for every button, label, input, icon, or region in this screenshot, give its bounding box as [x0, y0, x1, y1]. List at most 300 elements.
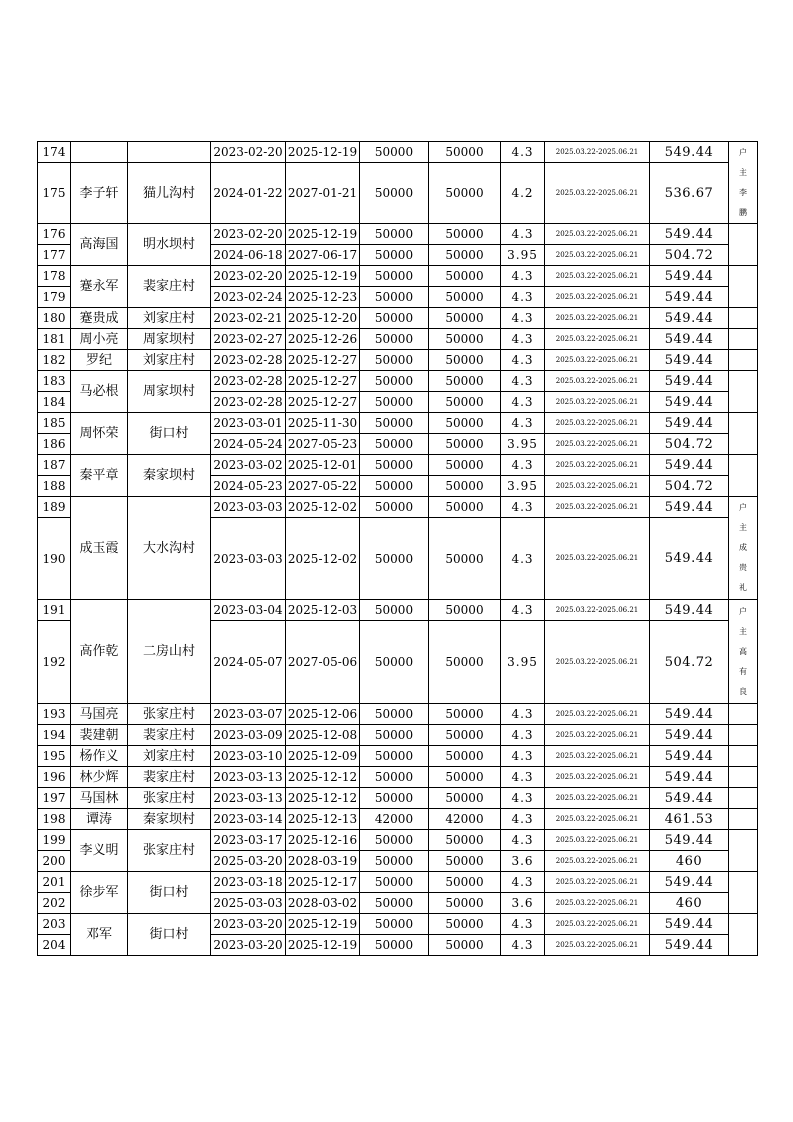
loan-balance: 50000: [429, 308, 501, 329]
loan-amount: 42000: [360, 809, 429, 830]
loan-start-date: 2023-03-09: [211, 725, 286, 746]
table-row: [38, 266, 758, 287]
loan-start-date: 2023-02-28: [211, 371, 286, 392]
remark-cell: [729, 308, 758, 329]
table-row: [38, 725, 758, 746]
table-row: [38, 788, 758, 809]
loan-end-date: 2025-12-03: [286, 600, 360, 621]
loan-end-date: 2025-12-19: [286, 224, 360, 245]
loan-balance: 50000: [429, 851, 501, 872]
remark-cell: [729, 413, 758, 455]
loan-balance: 50000: [429, 329, 501, 350]
village-name: 裴家庄村: [128, 725, 211, 746]
interest-period: 2025.03.22-2025.06.21: [545, 600, 650, 621]
remark-cell: [729, 809, 758, 830]
loan-start-date: 2025-03-20: [211, 851, 286, 872]
loan-end-date: 2025-12-12: [286, 767, 360, 788]
loan-end-date: 2025-12-08: [286, 725, 360, 746]
loan-start-date: 2023-03-01: [211, 413, 286, 434]
loan-balance: 50000: [429, 914, 501, 935]
loan-amount: 50000: [360, 287, 429, 308]
loan-balance: 50000: [429, 434, 501, 455]
borrower-name: 马国亮: [71, 704, 128, 725]
loan-amount: 50000: [360, 392, 429, 413]
borrower-name: 谭涛: [71, 809, 128, 830]
interest-amount: 549.44: [650, 413, 729, 434]
loan-amount: 50000: [360, 434, 429, 455]
borrower-name: 邓军: [71, 914, 128, 956]
remark-cell: [729, 872, 758, 914]
loan-end-date: 2025-12-23: [286, 287, 360, 308]
interest-rate: 4.3: [501, 704, 545, 725]
village-name: [128, 142, 211, 163]
loan-end-date: 2025-12-09: [286, 746, 360, 767]
interest-period: 2025.03.22-2025.06.21: [545, 704, 650, 725]
loan-start-date: 2024-06-18: [211, 245, 286, 266]
remark-cell: [729, 455, 758, 497]
interest-amount: 549.44: [650, 830, 729, 851]
village-name: 街口村: [128, 413, 211, 455]
interest-period: 2025.03.22-2025.06.21: [545, 163, 650, 224]
interest-amount: 504.72: [650, 245, 729, 266]
interest-rate: 4.3: [501, 308, 545, 329]
loan-start-date: 2023-03-20: [211, 914, 286, 935]
loan-amount: 50000: [360, 455, 429, 476]
interest-amount: 549.44: [650, 518, 729, 600]
row-number: 181: [38, 329, 71, 350]
interest-rate: 4.3: [501, 497, 545, 518]
interest-amount: 549.44: [650, 308, 729, 329]
borrower-name: 蹇贵成: [71, 308, 128, 329]
row-number: 204: [38, 935, 71, 956]
loan-amount: 50000: [360, 704, 429, 725]
loan-start-date: 2023-03-14: [211, 809, 286, 830]
interest-period: 2025.03.22-2025.06.21: [545, 266, 650, 287]
interest-rate: 4.3: [501, 350, 545, 371]
interest-period: 2025.03.22-2025.06.21: [545, 851, 650, 872]
loan-amount: 50000: [360, 224, 429, 245]
row-number: 184: [38, 392, 71, 413]
loan-balance: 50000: [429, 455, 501, 476]
borrower-name: 高海国: [71, 224, 128, 266]
loan-start-date: 2023-03-03: [211, 497, 286, 518]
interest-amount: 549.44: [650, 746, 729, 767]
interest-period: 2025.03.22-2025.06.21: [545, 371, 650, 392]
interest-period: 2025.03.22-2025.06.21: [545, 308, 650, 329]
table-row: [38, 600, 758, 621]
remark-cell: [729, 266, 758, 308]
row-number: 189: [38, 497, 71, 518]
interest-amount: 549.44: [650, 142, 729, 163]
loan-balance: 50000: [429, 830, 501, 851]
row-number: 202: [38, 893, 71, 914]
interest-amount: 549.44: [650, 725, 729, 746]
loan-amount: 50000: [360, 872, 429, 893]
interest-amount: 461.53: [650, 809, 729, 830]
loan-start-date: 2023-02-24: [211, 287, 286, 308]
interest-rate: 4.3: [501, 142, 545, 163]
loan-end-date: 2025-12-20: [286, 308, 360, 329]
interest-rate: 4.3: [501, 224, 545, 245]
village-name: 刘家庄村: [128, 308, 211, 329]
loan-start-date: 2024-05-24: [211, 434, 286, 455]
table-row: [38, 371, 758, 392]
loan-balance: 50000: [429, 893, 501, 914]
village-name: 裴家庄村: [128, 266, 211, 308]
interest-rate: 4.3: [501, 725, 545, 746]
remark-text: 户主高有良: [739, 606, 747, 696]
loan-start-date: 2023-02-20: [211, 142, 286, 163]
loan-balance: 50000: [429, 497, 501, 518]
remark-cell: [729, 371, 758, 413]
interest-period: 2025.03.22-2025.06.21: [545, 914, 650, 935]
loan-amount: 50000: [360, 371, 429, 392]
interest-amount: 549.44: [650, 350, 729, 371]
village-name: 二房山村: [128, 600, 211, 704]
interest-amount: 549.44: [650, 872, 729, 893]
loan-start-date: 2023-03-13: [211, 767, 286, 788]
interest-rate: 4.3: [501, 935, 545, 956]
loan-end-date: 2025-12-27: [286, 392, 360, 413]
table-row: [38, 704, 758, 725]
remark-cell: [729, 329, 758, 350]
loan-start-date: 2023-03-02: [211, 455, 286, 476]
loan-amount: 50000: [360, 350, 429, 371]
interest-period: 2025.03.22-2025.06.21: [545, 434, 650, 455]
row-number: 180: [38, 308, 71, 329]
village-name: 刘家庄村: [128, 350, 211, 371]
row-number: 194: [38, 725, 71, 746]
loan-amount: 50000: [360, 413, 429, 434]
borrower-name: 秦平章: [71, 455, 128, 497]
loan-amount: 50000: [360, 935, 429, 956]
row-number: 201: [38, 872, 71, 893]
interest-period: 2025.03.22-2025.06.21: [545, 518, 650, 600]
interest-amount: 549.44: [650, 392, 729, 413]
interest-rate: 4.3: [501, 518, 545, 600]
loan-start-date: 2023-03-17: [211, 830, 286, 851]
loan-end-date: 2027-06-17: [286, 245, 360, 266]
borrower-name: 杨作义: [71, 746, 128, 767]
interest-rate: 4.3: [501, 329, 545, 350]
row-number: 190: [38, 518, 71, 600]
remark-text: 户主成贵礼: [739, 503, 747, 592]
interest-amount: 549.44: [650, 329, 729, 350]
loan-start-date: 2023-03-18: [211, 872, 286, 893]
remark-cell: [729, 704, 758, 725]
loan-balance: 50000: [429, 350, 501, 371]
loan-amount: 50000: [360, 851, 429, 872]
interest-rate: 3.95: [501, 476, 545, 497]
loan-end-date: 2025-12-26: [286, 329, 360, 350]
interest-rate: 3.95: [501, 621, 545, 704]
table-row: [38, 872, 758, 893]
row-number: 175: [38, 163, 71, 224]
loan-amount: 50000: [360, 914, 429, 935]
row-number: 198: [38, 809, 71, 830]
loan-amount: 50000: [360, 476, 429, 497]
loan-end-date: 2025-12-16: [286, 830, 360, 851]
loan-start-date: 2023-02-20: [211, 224, 286, 245]
interest-amount: 549.44: [650, 914, 729, 935]
table-row: [38, 329, 758, 350]
loan-amount: 50000: [360, 142, 429, 163]
loan-end-date: 2027-05-06: [286, 621, 360, 704]
loan-balance: 50000: [429, 163, 501, 224]
row-number: 193: [38, 704, 71, 725]
loan-end-date: 2027-05-22: [286, 476, 360, 497]
loan-end-date: 2025-12-06: [286, 704, 360, 725]
loan-end-date: 2028-03-19: [286, 851, 360, 872]
remark-cell: [729, 224, 758, 266]
loan-balance: 50000: [429, 767, 501, 788]
row-number: 192: [38, 621, 71, 704]
interest-amount: 549.44: [650, 371, 729, 392]
interest-rate: 4.3: [501, 287, 545, 308]
table-row: [38, 809, 758, 830]
table-row: [38, 413, 758, 434]
interest-period: 2025.03.22-2025.06.21: [545, 245, 650, 266]
interest-rate: 4.3: [501, 455, 545, 476]
loan-start-date: 2024-01-22: [211, 163, 286, 224]
interest-rate: 3.95: [501, 245, 545, 266]
loan-end-date: 2025-12-19: [286, 914, 360, 935]
village-name: 周家坝村: [128, 371, 211, 413]
borrower-name: 周小亮: [71, 329, 128, 350]
loan-end-date: 2025-12-19: [286, 935, 360, 956]
interest-rate: 4.3: [501, 746, 545, 767]
row-number: 178: [38, 266, 71, 287]
loan-start-date: 2025-03-03: [211, 893, 286, 914]
loan-amount: 50000: [360, 245, 429, 266]
interest-rate: 4.3: [501, 371, 545, 392]
row-number: 196: [38, 767, 71, 788]
interest-period: 2025.03.22-2025.06.21: [545, 329, 650, 350]
interest-rate: 4.3: [501, 914, 545, 935]
table-row: [38, 142, 758, 163]
row-number: 186: [38, 434, 71, 455]
row-number: 187: [38, 455, 71, 476]
interest-amount: 460: [650, 893, 729, 914]
borrower-name: 李子轩: [71, 163, 128, 224]
interest-rate: 3.6: [501, 851, 545, 872]
interest-period: 2025.03.22-2025.06.21: [545, 287, 650, 308]
interest-period: 2025.03.22-2025.06.21: [545, 350, 650, 371]
row-number: 195: [38, 746, 71, 767]
loan-end-date: 2025-12-01: [286, 455, 360, 476]
interest-rate: 4.3: [501, 809, 545, 830]
loan-end-date: 2025-12-27: [286, 350, 360, 371]
loan-amount: 50000: [360, 329, 429, 350]
table-row: [38, 224, 758, 245]
loan-start-date: 2023-02-27: [211, 329, 286, 350]
village-name: 秦家坝村: [128, 809, 211, 830]
row-number: 200: [38, 851, 71, 872]
table-row: [38, 308, 758, 329]
borrower-name: 成玉霞: [71, 497, 128, 600]
loan-start-date: 2024-05-07: [211, 621, 286, 704]
interest-period: 2025.03.22-2025.06.21: [545, 142, 650, 163]
loan-balance: 50000: [429, 518, 501, 600]
remark-cell: [729, 725, 758, 746]
loan-amount: 50000: [360, 497, 429, 518]
remark-cell: [729, 600, 758, 704]
loan-start-date: 2023-02-21: [211, 308, 286, 329]
interest-period: 2025.03.22-2025.06.21: [545, 788, 650, 809]
borrower-name: 周怀荣: [71, 413, 128, 455]
village-name: 刘家庄村: [128, 746, 211, 767]
interest-amount: 460: [650, 851, 729, 872]
borrower-name: 马必根: [71, 371, 128, 413]
loan-balance: 50000: [429, 392, 501, 413]
village-name: 秦家坝村: [128, 455, 211, 497]
interest-period: 2025.03.22-2025.06.21: [545, 893, 650, 914]
interest-rate: 3.6: [501, 893, 545, 914]
village-name: 街口村: [128, 914, 211, 956]
interest-amount: 549.44: [650, 600, 729, 621]
interest-rate: 4.3: [501, 413, 545, 434]
loan-amount: 50000: [360, 600, 429, 621]
loan-end-date: 2025-12-27: [286, 371, 360, 392]
table-row: [38, 455, 758, 476]
interest-period: 2025.03.22-2025.06.21: [545, 455, 650, 476]
loan-balance: 50000: [429, 142, 501, 163]
village-name: 张家庄村: [128, 704, 211, 725]
interest-period: 2025.03.22-2025.06.21: [545, 476, 650, 497]
loan-start-date: 2023-02-28: [211, 392, 286, 413]
loan-start-date: 2023-02-28: [211, 350, 286, 371]
row-number: 197: [38, 788, 71, 809]
remark-cell: [729, 914, 758, 956]
loan-start-date: 2023-03-04: [211, 600, 286, 621]
borrower-name: 蹇永军: [71, 266, 128, 308]
borrower-name: 高作乾: [71, 600, 128, 704]
interest-amount: 549.44: [650, 767, 729, 788]
interest-amount: 504.72: [650, 621, 729, 704]
table-row: [38, 163, 758, 224]
loan-end-date: 2025-12-13: [286, 809, 360, 830]
interest-period: 2025.03.22-2025.06.21: [545, 621, 650, 704]
loan-balance: 50000: [429, 371, 501, 392]
loan-start-date: 2023-02-20: [211, 266, 286, 287]
table-row: [38, 830, 758, 851]
remark-cell: [729, 350, 758, 371]
row-number: 185: [38, 413, 71, 434]
interest-rate: 4.3: [501, 266, 545, 287]
borrower-name: 李义明: [71, 830, 128, 872]
loan-balance: 50000: [429, 245, 501, 266]
loan-interest-table: [37, 141, 758, 956]
loan-amount: 50000: [360, 163, 429, 224]
row-number: 176: [38, 224, 71, 245]
interest-period: 2025.03.22-2025.06.21: [545, 413, 650, 434]
loan-amount: 50000: [360, 308, 429, 329]
loan-amount: 50000: [360, 621, 429, 704]
loan-balance: 50000: [429, 266, 501, 287]
loan-end-date: 2025-11-30: [286, 413, 360, 434]
remark-cell: [729, 830, 758, 872]
village-name: 猫儿沟村: [128, 163, 211, 224]
village-name: 周家坝村: [128, 329, 211, 350]
remark-cell: [729, 746, 758, 767]
village-name: 街口村: [128, 872, 211, 914]
borrower-name: [71, 142, 128, 163]
loan-end-date: 2025-12-19: [286, 142, 360, 163]
loan-amount: 50000: [360, 746, 429, 767]
loan-end-date: 2025-12-19: [286, 266, 360, 287]
interest-amount: 549.44: [650, 788, 729, 809]
village-name: 裴家庄村: [128, 767, 211, 788]
row-number: 182: [38, 350, 71, 371]
loan-amount: 50000: [360, 893, 429, 914]
row-number: 188: [38, 476, 71, 497]
loan-balance: 42000: [429, 809, 501, 830]
loan-end-date: 2025-12-12: [286, 788, 360, 809]
village-name: 张家庄村: [128, 788, 211, 809]
borrower-name: 林少辉: [71, 767, 128, 788]
loan-balance: 50000: [429, 935, 501, 956]
interest-amount: 549.44: [650, 704, 729, 725]
interest-amount: 504.72: [650, 476, 729, 497]
interest-rate: 4.3: [501, 872, 545, 893]
interest-period: 2025.03.22-2025.06.21: [545, 809, 650, 830]
row-number: 199: [38, 830, 71, 851]
loan-end-date: 2028-03-02: [286, 893, 360, 914]
loan-end-date: 2027-05-23: [286, 434, 360, 455]
interest-rate: 4.3: [501, 392, 545, 413]
loan-balance: 50000: [429, 600, 501, 621]
table-row: [38, 746, 758, 767]
borrower-name: 罗纪: [71, 350, 128, 371]
interest-period: 2025.03.22-2025.06.21: [545, 497, 650, 518]
table-row: [38, 350, 758, 371]
remark-cell: [729, 497, 758, 600]
loan-end-date: 2025-12-02: [286, 518, 360, 600]
loan-amount: 50000: [360, 725, 429, 746]
loan-amount: 50000: [360, 767, 429, 788]
interest-rate: 4.3: [501, 600, 545, 621]
loan-amount: 50000: [360, 788, 429, 809]
loan-end-date: 2025-12-17: [286, 872, 360, 893]
remark-cell: [729, 142, 758, 224]
village-name: 大水沟村: [128, 497, 211, 600]
borrower-name: 徐步军: [71, 872, 128, 914]
table-row: [38, 914, 758, 935]
table-row: [38, 497, 758, 518]
row-number: 183: [38, 371, 71, 392]
loan-start-date: 2023-03-10: [211, 746, 286, 767]
loan-balance: 50000: [429, 872, 501, 893]
loan-start-date: 2023-03-13: [211, 788, 286, 809]
interest-amount: 549.44: [650, 497, 729, 518]
interest-period: 2025.03.22-2025.06.21: [545, 935, 650, 956]
loan-amount: 50000: [360, 518, 429, 600]
interest-amount: 549.44: [650, 455, 729, 476]
loan-end-date: 2027-01-21: [286, 163, 360, 224]
interest-rate: 4.3: [501, 830, 545, 851]
interest-period: 2025.03.22-2025.06.21: [545, 746, 650, 767]
interest-rate: 4.2: [501, 163, 545, 224]
borrower-name: 裴建朝: [71, 725, 128, 746]
loan-balance: 50000: [429, 704, 501, 725]
interest-amount: 549.44: [650, 266, 729, 287]
table-row: [38, 767, 758, 788]
loan-amount: 50000: [360, 266, 429, 287]
interest-period: 2025.03.22-2025.06.21: [545, 872, 650, 893]
interest-amount: 549.44: [650, 287, 729, 308]
interest-period: 2025.03.22-2025.06.21: [545, 725, 650, 746]
row-number: 179: [38, 287, 71, 308]
